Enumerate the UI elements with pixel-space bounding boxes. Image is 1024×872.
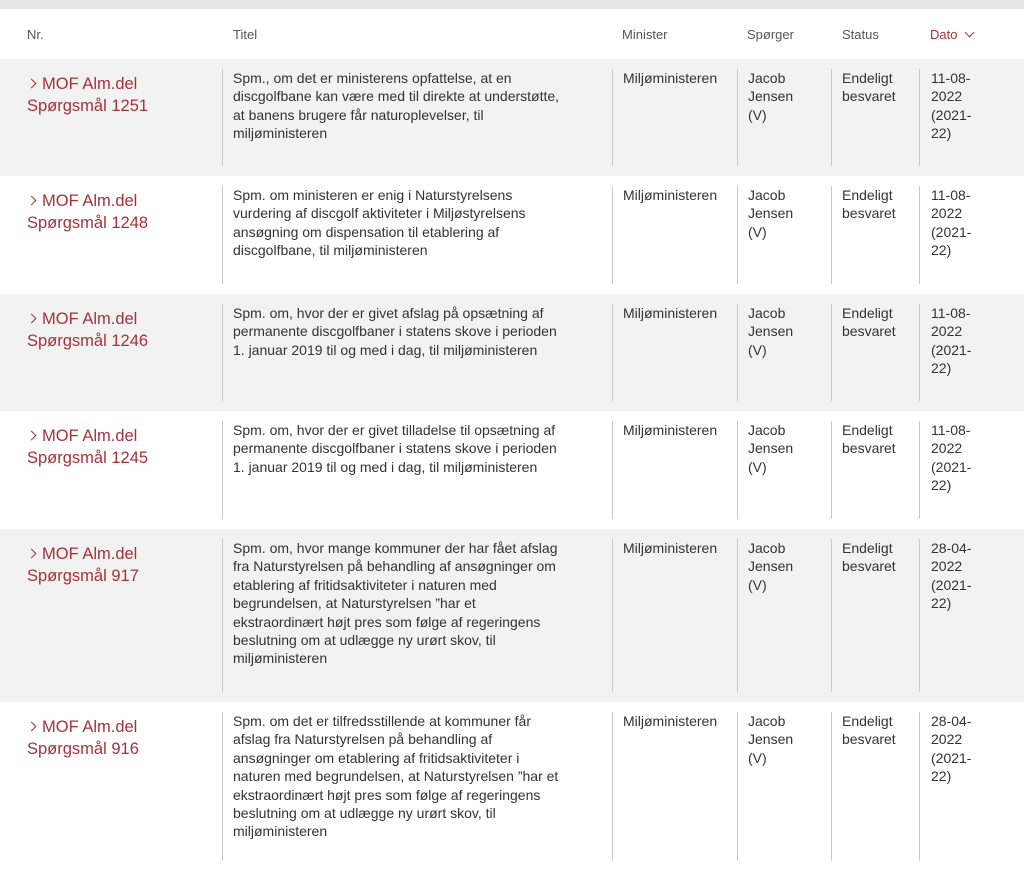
question-link-committee: MOF Alm.del [42,427,138,445]
question-title-line: at banens brugere får naturoplevelser, til [233,106,484,123]
question-title-line: vurdering af discgolf aktiviteter i Miljøstyrelsens [233,205,526,222]
question-status-line: besvaret [842,205,896,222]
question-title [222,712,605,861]
question-link-number: Spørgsmål 1251 [27,97,149,115]
question-asker-line: Jensen [748,731,794,748]
question-asker [737,304,828,401]
question-date-line: 11-08- [931,305,971,321]
question-link-line1 [27,73,212,95]
question-title-line: beslutning om at udlægge ny urørt skov, til [233,805,496,822]
question-link-committee: MOF Alm.del [42,310,138,328]
question-asker [737,186,828,284]
question-title-line: Spm. om, hvor mange kommuner der har fået afslag [233,540,558,556]
table-header [0,9,1024,59]
question-title [222,539,605,692]
question-title [222,186,605,284]
question-status-line: besvaret [842,731,896,748]
question-minister: Miljøministeren [612,186,741,284]
question-asker-line: Jacob [748,422,786,438]
question-title-line: naturen med begrundelsen, at Naturstyrelsen ”har et [233,768,559,785]
question-title-line: Spm. om ministeren er enig i Naturstyrelsens [233,187,513,203]
question-title-line: miljøministeren [233,125,328,142]
question-title-line: miljøministeren [233,823,328,840]
question-title-line: 1. januar 2019 til og med i dag, til miljøministeren [233,458,538,475]
question-asker-line: Jacob [748,70,786,86]
question-link-committee: MOF Alm.del [42,545,138,563]
question-title-line: Spm., om det er ministerens opfattelse, at en [233,70,512,86]
column-header-dato-label: Dato [930,27,958,42]
question-link-committee: MOF Alm.del [42,718,138,736]
column-header-minister[interactable]: Minister [622,27,668,42]
sort-descending-icon [965,28,975,38]
table-row[interactable] [0,529,1024,702]
question-asker-line: Jensen [748,88,794,105]
table-row[interactable] [0,294,1024,411]
question-date-line: (2021- [931,223,972,240]
question-status [831,186,916,284]
question-date-line: 22) [931,477,952,494]
question-link[interactable] [27,543,212,692]
question-status [831,421,916,519]
question-asker-line: (V) [748,576,767,593]
question-minister: Miljøministeren [612,304,741,401]
column-header-status[interactable]: Status [842,27,879,42]
question-link-line1 [27,190,212,212]
question-status-line: besvaret [842,323,896,340]
question-date-line: 22) [931,360,952,377]
question-title-line: ansøgninger om etablering af fritidsaktiviteter i [233,749,520,766]
question-title-line: Spm. om, hvor der er givet tilladelse til opsætning af [233,422,556,438]
question-list [0,59,1024,871]
question-date-line: 2022 [931,88,963,105]
column-header-dato[interactable] [930,27,973,42]
question-title-line: fra Naturstyrelsen på behandling af ansøgninger om [233,558,556,575]
question-link-line1 [27,425,212,447]
question-asker-line: Jensen [748,205,794,222]
chevron-right-icon [27,79,37,89]
column-header-sporger[interactable]: Spørger [747,27,794,42]
question-date-line: 22) [931,125,952,142]
question-asker-line: (V) [748,749,767,766]
question-date-line: 2022 [931,558,963,575]
question-link-committee: MOF Alm.del [42,192,138,210]
question-status-line: Endeligt [842,70,893,86]
question-title-line: afslag fra Naturstyrelsen på behandling af [233,731,493,748]
question-asker-line: Jacob [748,187,786,203]
question-link[interactable] [27,716,212,861]
table-row[interactable] [0,702,1024,871]
question-date-line: 28-04- [931,713,972,729]
question-date-line: (2021- [931,576,972,593]
question-minister: Miljøministeren [612,421,741,519]
question-date-line: 2022 [931,323,963,340]
question-link-line1 [27,543,212,565]
chevron-right-icon [27,431,37,441]
chevron-right-icon [27,722,37,732]
question-asker-line: Jensen [748,323,794,340]
question-date [919,539,983,692]
question-date-line: 11-08- [931,70,971,86]
question-asker [737,421,828,519]
question-link-committee: MOF Alm.del [42,75,138,93]
question-title [222,421,605,519]
chevron-right-icon [27,196,37,206]
question-link-line1 [27,308,212,330]
question-asker-line: Jacob [748,713,786,729]
question-link-number: Spørgsmål 1246 [27,332,149,350]
question-title [222,69,605,166]
question-title-line: etablering af fritidsaktiviteter i naturen med [233,576,497,593]
question-date [919,421,983,519]
question-status-line: besvaret [842,558,896,575]
question-title-line: ekstraordinært højt pres som følge af regeringens [233,786,541,803]
question-link[interactable] [27,190,212,284]
question-date [919,304,983,401]
column-header-titel[interactable]: Titel [233,27,258,42]
question-date-line: (2021- [931,749,972,766]
question-status-line: Endeligt [842,187,893,203]
question-date-line: 28-04- [931,540,972,556]
question-asker-line: (V) [748,458,767,475]
question-date [919,69,983,166]
question-status [831,712,916,861]
question-minister: Miljøministeren [612,539,741,692]
question-title-line: permanente discgolfbaner i statens skove i perioden [233,323,557,340]
question-asker-line: Jacob [748,540,786,556]
question-title-line: discgolfbane, til miljøministeren [233,242,428,259]
table-row[interactable] [0,59,1024,176]
question-asker-line: (V) [748,223,767,240]
question-date [919,712,983,861]
question-title [222,304,605,401]
question-link-line1 [27,716,212,738]
question-date-line: (2021- [931,458,972,475]
question-asker-line: Jensen [748,558,794,575]
question-date-line: (2021- [931,106,972,123]
question-title-line: Spm. om, hvor der er givet afslag på opsætning af [233,305,544,321]
question-asker-line: (V) [748,106,767,123]
question-link-number: Spørgsmål 917 [27,567,139,585]
question-status-line: besvaret [842,440,896,457]
top-bar [0,0,1024,9]
chevron-right-icon [27,314,37,324]
question-status-line: Endeligt [842,305,893,321]
question-date-line: 2022 [931,205,963,222]
question-date-line: 22) [931,768,952,785]
question-date-line: 11-08- [931,187,971,203]
question-asker [737,712,828,861]
question-asker-line: Jacob [748,305,786,321]
question-status [831,539,916,692]
question-asker [737,539,828,692]
question-status [831,304,916,401]
question-asker-line: (V) [748,341,767,358]
question-link-number: Spørgsmål 1245 [27,449,149,467]
table-row[interactable] [0,411,1024,529]
question-date-line: 22) [931,595,952,612]
question-link[interactable] [27,425,212,519]
chevron-right-icon [27,549,37,559]
question-title-line: miljøministeren [233,650,328,667]
question-date-line: 22) [931,242,952,259]
question-status-line: Endeligt [842,540,893,556]
question-title-line: discgolfbane kan være med til direkte at understøtte, [233,88,560,105]
question-minister: Miljøministeren [612,69,741,166]
question-asker [737,69,828,166]
question-date-line: 2022 [931,731,963,748]
question-status-line: Endeligt [842,713,893,729]
question-title-line: ekstraordinært højt pres som følge af regeringens [233,613,541,630]
question-date [919,186,983,284]
question-status-line: besvaret [842,88,896,105]
question-date-line: 11-08- [931,422,971,438]
question-status-line: Endeligt [842,422,893,438]
question-link[interactable] [27,73,212,166]
question-date-line: 2022 [931,440,963,457]
question-title-line: ansøgning om dispensation til etablering af [233,223,500,240]
question-link-number: Spørgsmål 1248 [27,214,149,232]
question-title-line: 1. januar 2019 til og med i dag, til miljøministeren [233,341,538,358]
question-date-line: (2021- [931,341,972,358]
question-link[interactable] [27,308,212,401]
question-status [831,69,916,166]
question-title-line: permanente discgolfbaner i statens skove i perioden [233,440,557,457]
column-header-nr[interactable]: Nr. [27,27,44,42]
table-row[interactable] [0,176,1024,294]
question-minister: Miljøministeren [612,712,741,861]
question-title-line: beslutning om at udlægge ny urørt skov, til [233,632,496,649]
question-asker-line: Jensen [748,440,794,457]
question-title-line: begrundelsen, at Naturstyrelsen ”har et [233,595,476,612]
question-link-number: Spørgsmål 916 [27,740,139,758]
question-title-line: Spm. om det er tilfredsstillende at kommuner får [233,713,532,729]
